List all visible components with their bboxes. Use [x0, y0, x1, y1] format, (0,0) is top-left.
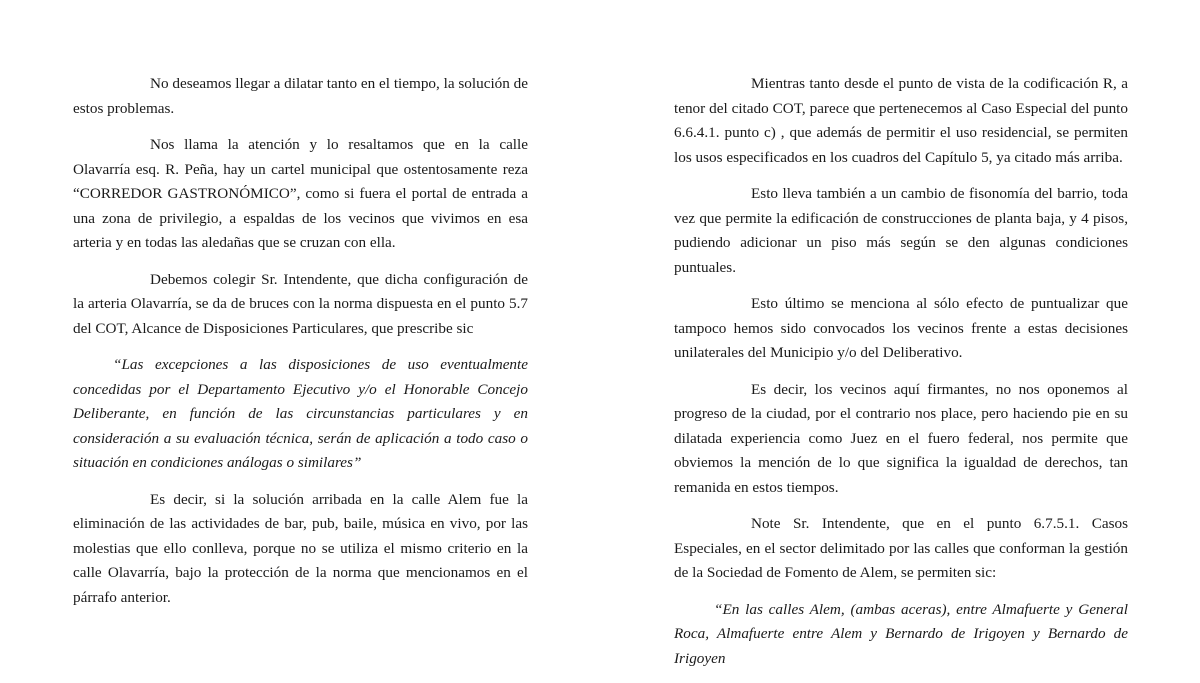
- paragraph: Mientras tanto desde el punto de vista de la codificación R, a tenor del citado COT, parece que pertenecemos al Caso Especial del punto 6.6.4.1. punto c) , que además de permitir el uso residencial, se permiten los usos especificados en los cuadros del Capítulo 5, ya citado más arriba.: [674, 75, 1128, 166]
- document-page-left: [0, 0, 600, 631]
- paragraph: Es decir, los vecinos aquí firmantes, no nos oponemos al progreso de la ciudad, por el contrario nos place, pero haciendo pie en su dilatada experiencia como Juez en el fuero federal, nos permite que obviemos la mención de lo que significa la igualdad de derechos, tan remanida en estos tiempos.: [674, 380, 1128, 496]
- document-page-right: [600, 0, 1200, 667]
- paragraph: Es decir, si la solución arribada en la calle Alem fue la eliminación de las actividades de bar, pub, baile, música en vivo, por las molestias que ello conlleva, porque no se utiliza el mismo criterio en la calle Olavarría, bajo la protección de la norma que mencionamos en el párrafo anterior.: [73, 490, 528, 606]
- quoted-paragraph: “En las calles Alem, (ambas aceras), entre Almafuerte y General Roca, Almafuerte entre Alem y Bernardo de Irigoyen y Bernardo de Irigoyen: [674, 600, 1128, 667]
- paragraph: Note Sr. Intendente, que en el punto 6.7.5.1. Casos Especiales, en el sector delimitado por las calles que conforman la gestión de la Sociedad de Fomento de Alem, se permiten sic:: [674, 515, 1128, 581]
- paragraph: Esto lleva también a un cambio de fisonomía del barrio, toda vez que permite la edificación de construcciones de planta baja, y 4 pisos, pudiendo adicionar un piso más según se den algunas condiciones puntuales.: [674, 185, 1128, 276]
- paragraph: No deseamos llegar a dilatar tanto en el tiempo, la solución de estos problemas.: [73, 75, 528, 117]
- paragraph: Nos llama la atención y lo resaltamos que en la calle Olavarría esq. R. Peña, hay un cartel municipal que ostentosamente reza “CORREDOR GASTRONÓMICO”, como si fuera el portal de entrada a una zona de privilegio, a espaldas de los vecinos que vivimos en esa arteria y en todas las aledañas que se cruzan con ella.: [73, 136, 528, 251]
- paragraph: Esto último se menciona al sólo efecto de puntualizar que tampoco hemos sido convocados los vecinos frente a estas decisiones unilaterales del Municipio y/o del Deliberativo.: [674, 295, 1128, 361]
- text-column-left: [73, 72, 528, 622]
- paragraph: Debemos colegir Sr. Intendente, que dicha configuración de la arteria Olavarría, se da de bruces con la norma dispuesta en el punto 5.7 del COT, Alcance de Disposiciones Particulares, que prescribe sic: [73, 270, 528, 337]
- quoted-paragraph: “Las excepciones a las disposiciones de uso eventualmente concedidas por el Departamento Ejecutivo y/o el Honorable Concejo Deliberante, en función de las circunstancias particulares y en consideración a su evaluación técnica, serán de aplicación a todo caso o situación en condiciones análogas o similares”: [73, 356, 528, 471]
- text-column-right: [674, 72, 1128, 683]
